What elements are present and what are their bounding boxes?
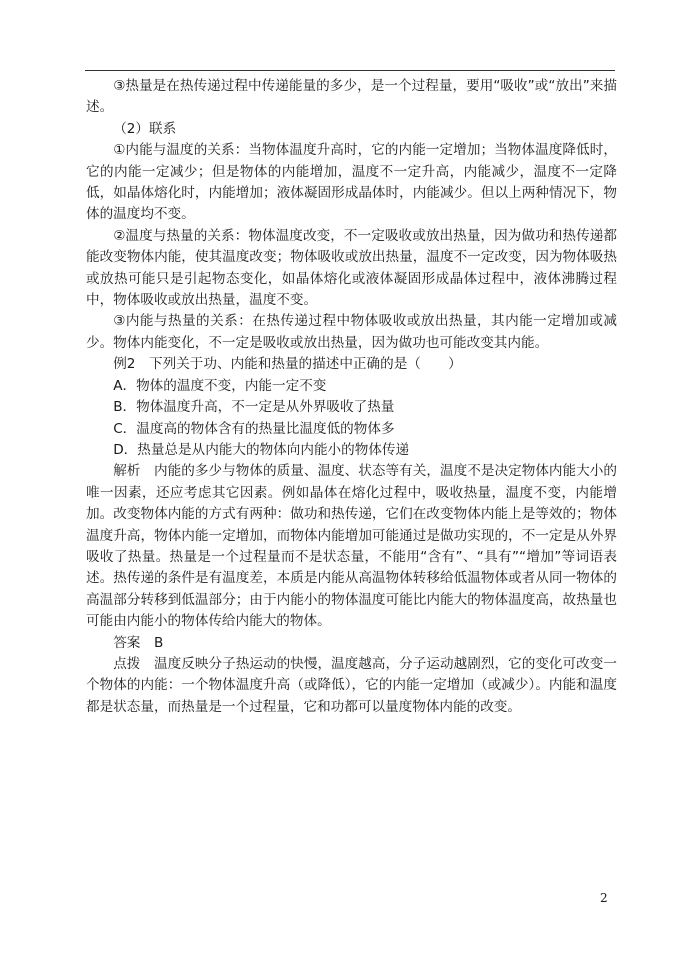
page-number: 2 — [600, 891, 608, 905]
paragraph-heat-definition: ③热量是在热传递过程中传递能量的多少，是一个过程量，要用“吸收”或“放出”来描述。 — [86, 78, 617, 116]
example-question: 例2 下列关于功、内能和热量的描述中正确的是（ ） — [113, 356, 462, 373]
option-c: C．温度高的物体含有的热量比温度低的物体多 — [113, 420, 395, 437]
paragraph-internal-energy-temperature: ①内能与温度的关系：当物体温度升高时，它的内能一定增加；当物体温度降低时，它的内能一定减少；但是物体的内能增加，温度不一定升高，内能减少，温度不一定降低，如晶体熔化时，内能增加；液体凝固形成晶体时，内能减少。但以上两种情况下，物体的温度均不变。 — [86, 142, 617, 223]
option-b: B．物体温度升高，不一定是从外界吸收了热量 — [113, 399, 395, 416]
option-a: A．物体的温度不变，内能一定不变 — [113, 377, 327, 394]
header-rule — [85, 70, 615, 71]
answer-line: 答案 B — [113, 634, 164, 651]
section-heading-relations: （2）联系 — [113, 120, 177, 137]
tip-paragraph: 点拨 温度反映分子热运动的快慢，温度越高，分子运动越剧烈，它的变化可改变一个物体的内能：一个物体温度升高（或降低），它的内能一定增加（或减少）。内能和温度都是状态量，而热量是一个过程量，它和功都可以量度物体内能的改变。 — [86, 655, 617, 715]
analysis-paragraph: 解析 内能的多少与物体的质量、温度、状态等有关，温度不是决定物体内能大小的唯一因素，还应考虑其它因素。例如晶体在熔化过程中，吸收热量，温度不变，内能增加。改变物体内能的方式有两种：做功和热传递，它们在改变物体内能上是等效的；物体温度升高，物体内能一定增加，而物体内能增加可能通过是做功实现的，不一定是从外界吸收了热量。热量是一个过程量而不是状态量，不能用“含有”、“具有”“增加”等词语表述。热传递的条件是有温度差，本质是内能从高温物体转移给低温物体或者从同一物体的高温部分转移到低温部分；由于内能小的物体温度可能比内能大的物体温度高，故热量也可能由内能小的物体传给内能大的物体。 — [86, 463, 617, 630]
option-d: D．热量总是从内能大的物体向内能小的物体传递 — [113, 441, 410, 458]
paragraph-temperature-heat: ②温度与热量的关系：物体温度改变，不一定吸收或放出热量，因为做功和热传递都能改变物体内能，使其温度改变；物体吸收或放出热量，温度不一定改变，因为物体吸热或放热可能只是引起物态变化，如晶体熔化或液体凝固形成晶体过程中，液体沸腾过程中，物体吸收或放出热量，温度不变。 — [86, 227, 617, 309]
page-body — [86, 76, 617, 718]
paragraph-internal-energy-heat: ③内能与热量的关系：在热传递过程中物体吸收或放出热量，其内能一定增加或减少。物体内能变化，不一定是吸收或放出热量，因为做功也可能改变其内能。 — [86, 313, 617, 351]
